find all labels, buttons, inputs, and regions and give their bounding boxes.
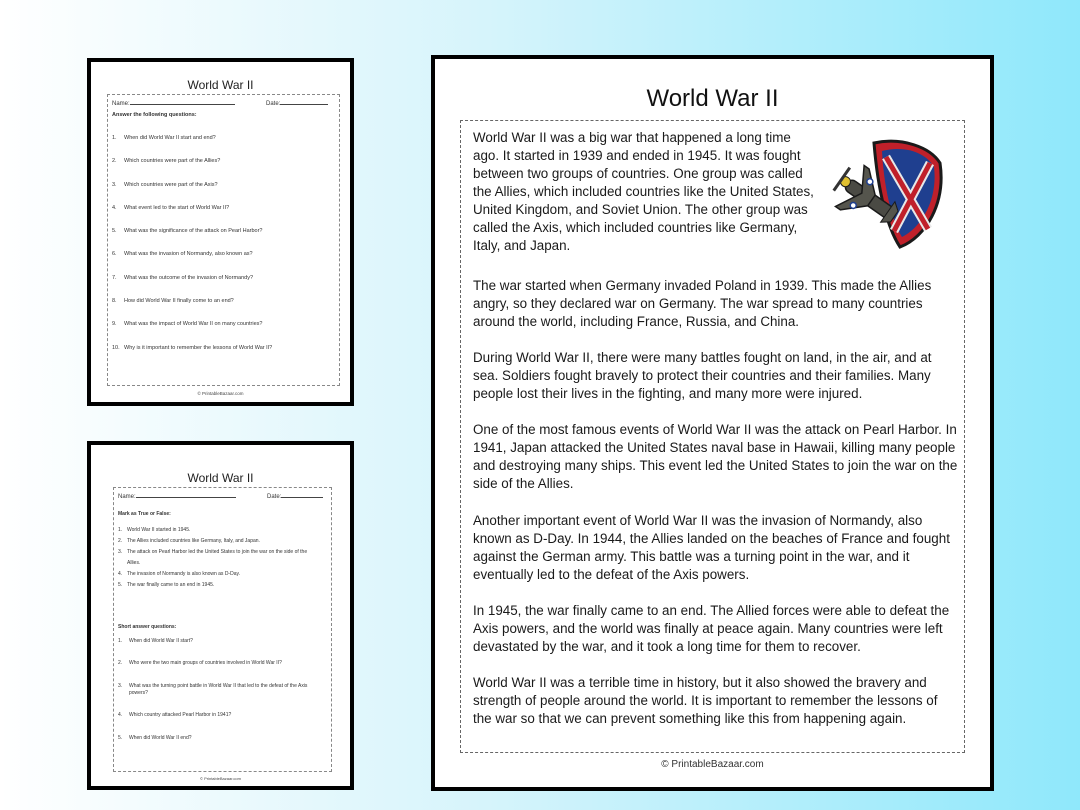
question-item: 7. What was the outcome of the invasion of Normandy?: [112, 274, 254, 281]
tf-item: 4. The invasion of Normandy is also known as D-Day.: [118, 571, 241, 577]
question-item: 5. What was the significance of the attack on Pearl Harbor?: [112, 228, 263, 235]
worksheet2-tf-heading: Mark as True or False:: [118, 511, 171, 517]
worksheet1-title: World War II: [187, 78, 254, 92]
question-item: 3. Which countries were part of the Axis?: [112, 181, 218, 188]
sa-item: 1. When did World War II start?: [118, 638, 193, 644]
worksheet1-name-date-row: [112, 101, 335, 107]
paragraph-6: In 1945, the war finally came to an end. The Allied forces were able to defeat the Axis powers, and the world was finally at peace again. Many countries were left devastated by the war, and it took a long time for them to recover.: [473, 603, 950, 654]
sa-item: 2. Who were the two main groups of countries involved in World War II?: [118, 660, 282, 666]
worksheet1-frame: [107, 94, 340, 386]
worksheet2-date-label: Date:: [267, 494, 282, 500]
worksheet2-name-date-row: [118, 494, 327, 500]
paragraph-5: Another important event of World War II was the invasion of Normandy, also known as D-Day. In 1944, the Allies landed on the beaches of France and fought against the German army. This battle was a turning point in the war, and it eventually led to the defeat of the Axis powers.: [473, 513, 950, 582]
question-item: 4. What event led to the start of World War II?: [112, 204, 230, 211]
sa-item: 3. What was the turning point battle in World War II that led to the defeat of the Axis powers?: [118, 683, 308, 696]
paragraph-3: During World War II, there were many battles fought on land, in the air, and at sea. Soldiers fought bravely to protect their countries and their families. Many people lost their lives in the fighting, and many more were injured.: [473, 350, 932, 401]
tf-item: 3. The attack on Pearl Harbor led the United States to join the war on the side of the Allies.: [118, 549, 308, 566]
worksheet-true-false-page: [87, 441, 354, 790]
tf-item: 2. The Allies included countries like Germany, Italy, and Japan.: [118, 538, 260, 544]
tf-item: 1. World War II started in 1945.: [118, 527, 191, 533]
worksheet2-footer: © PrintableBazaar.com: [200, 776, 241, 781]
worksheet2-sa-heading: Short answer questions:: [118, 624, 177, 630]
worksheet2-name-field[interactable]: [136, 497, 236, 498]
worksheet1-date-field[interactable]: [280, 104, 328, 105]
worksheet2-date-field[interactable]: [281, 497, 323, 498]
worksheet2-name-label: Name:: [118, 494, 136, 500]
sa-item: 4. Which country attacked Pearl Harbor in 1941?: [118, 712, 232, 718]
paragraph-7: World War II was a terrible time in history, but it also showed the bravery and strength of people around the world. It is important to remember the lessons of the war so that we can prevent something like this from happening again.: [473, 675, 938, 726]
worksheet2-title: World War II: [187, 471, 254, 485]
fighter-plane-with-shield-icon: [822, 133, 947, 255]
worksheet1-date-label: Date:: [266, 101, 281, 107]
worksheet-questions-page: [87, 58, 354, 406]
worksheet1-name-field[interactable]: [130, 104, 235, 105]
worksheet1-footer: © PrintableBazaar.com: [197, 391, 244, 396]
worksheet1-name-label: Name:: [112, 101, 130, 107]
paragraph-4: One of the most famous events of World War II was the attack on Pearl Harbor. In 1941, Japan attacked the United States naval base in Hawaii, killing many people and destroying many ships. This event led the United States to join the war on the side of the Allies.: [473, 422, 958, 491]
reading-passage-page: [431, 55, 994, 791]
reading-frame: [460, 120, 965, 753]
paragraph-2: The war started when Germany invaded Poland in 1939. This made the Allies angry, so they declared war on Germany. The war spread to many countries around the world, including France, Russia, and China.: [473, 278, 932, 329]
tf-item: 5. The war finally came to an end in 1945.: [118, 582, 215, 588]
question-item: 10. Why is it important to remember the lessons of World War II?: [112, 344, 273, 351]
question-item: 1. When did World War II start and end?: [112, 135, 216, 141]
true-false-list: [118, 525, 327, 591]
paragraph-1: World War II was a big war that happened a long time ago. It started in 1939 and ended in 1945. It was fought between two groups of countries. One group was called the Allies, which included countries like the United States, United Kingdom, and Soviet Union. The other group was called the Axis, which included countries like Germany, Italy, and Japan.: [473, 130, 814, 253]
question-item: 9. What was the impact of World War II on many countries?: [112, 321, 263, 328]
question-item: 8. How did World War II finally come to an end?: [112, 298, 234, 305]
page-title: World War II: [646, 85, 779, 112]
worksheet1-question-list: [112, 135, 335, 368]
short-answer-list: [118, 638, 327, 742]
question-item: 6. What was the invasion of Normandy, also known as?: [112, 251, 253, 258]
sa-item: 5. When did World War II end?: [118, 735, 192, 741]
worksheet1-instructions: Answer the following questions:: [112, 112, 197, 118]
question-item: 2. Which countries were part of the Allies?: [112, 158, 221, 165]
worksheet2-frame: [113, 487, 332, 772]
page-footer: © PrintableBazaar.com: [661, 759, 764, 770]
